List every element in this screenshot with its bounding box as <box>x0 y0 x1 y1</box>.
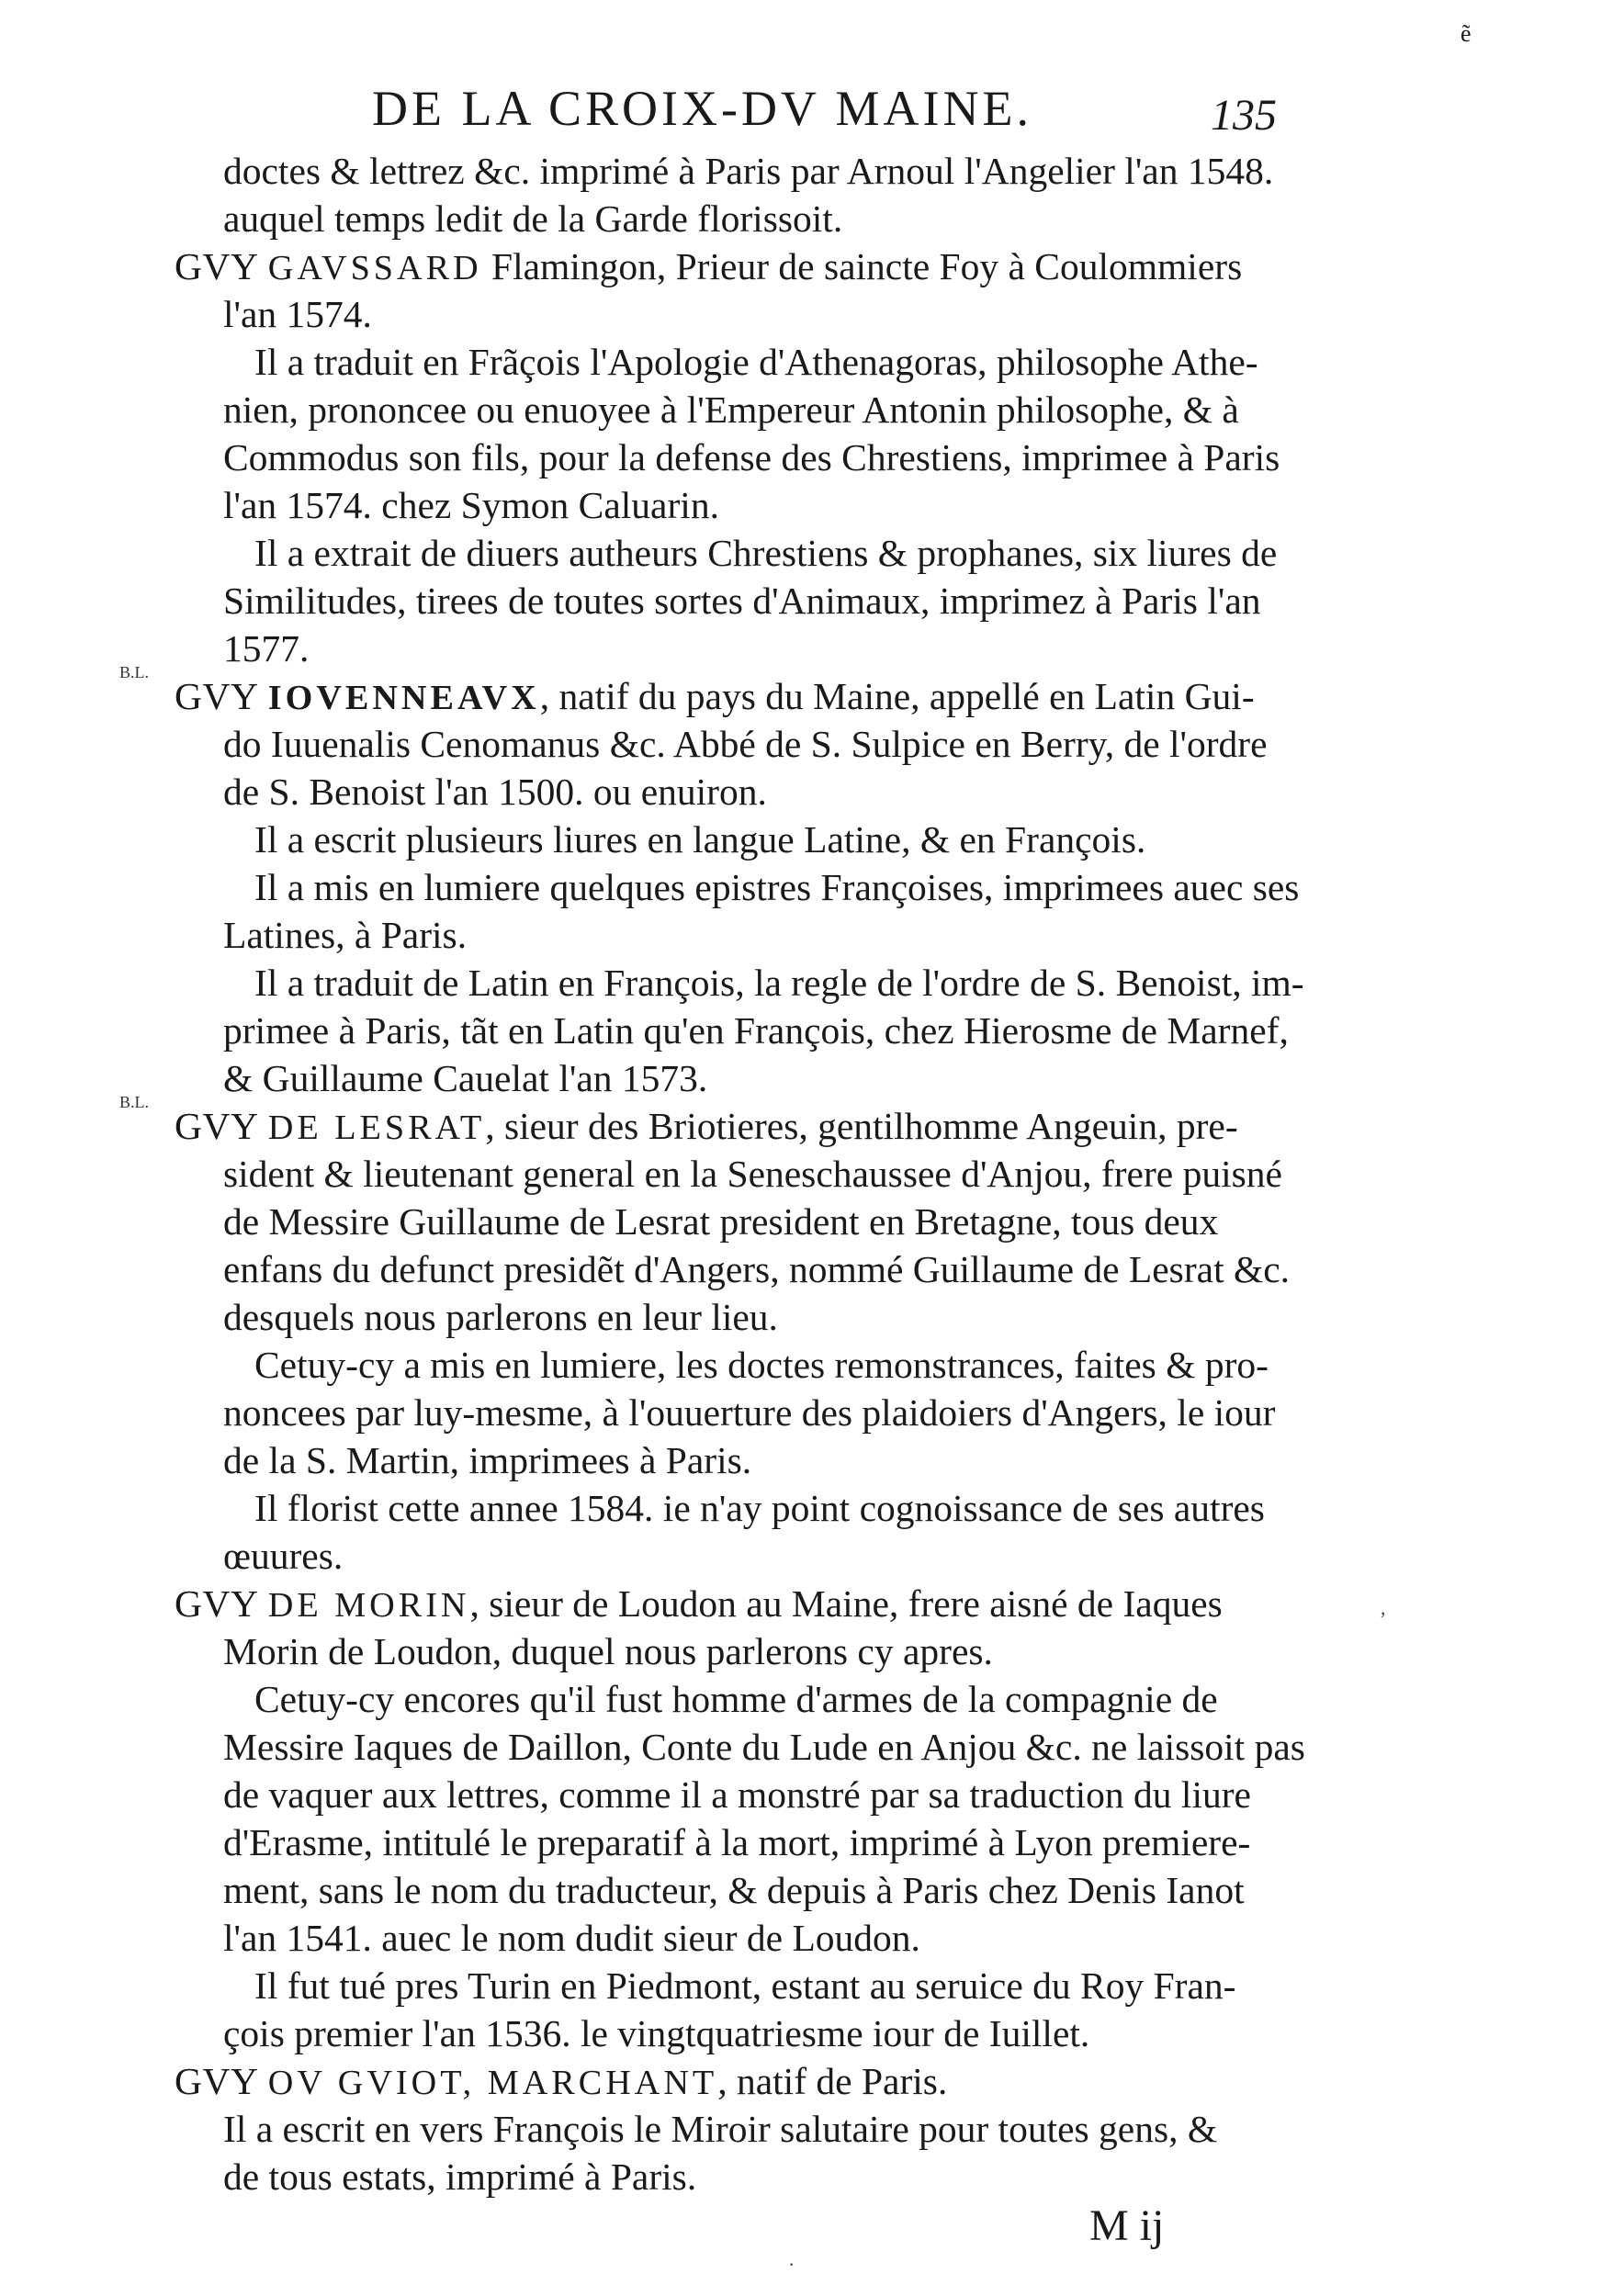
entry-head <box>175 1102 1238 1152</box>
entry-name-first: GVY <box>175 1105 259 1147</box>
text-line: Morin de Loudon, duquel nous parlerons cy apres. <box>223 1630 993 1672</box>
margin-mark: B.L. <box>119 663 150 681</box>
text-line: noncees par luy-mesme, à l'ouuerture des plaidoiers d'Angers, le iour <box>223 1391 1276 1434</box>
text-line: 1577. <box>223 627 310 670</box>
text-line: enfans du defunct presidẽt d'Angers, nommé Guillaume de Lesrat &c. <box>223 1248 1291 1290</box>
entry-head <box>175 672 1255 722</box>
entry-name-first: GVY <box>175 675 259 717</box>
entry-head <box>175 1580 1223 1629</box>
text-line: sident & lieutenant general en la Seneschaussee d'Anjou, frere puisné <box>223 1153 1282 1195</box>
text-line: Flamingon, Prieur de saincte Foy à Coulommiers <box>481 245 1243 287</box>
page-number: 135 <box>1211 91 1277 140</box>
print-speck: , <box>1381 1596 1386 1619</box>
text-line: de Messire Guillaume de Lesrat president en Bretagne, tous deux <box>223 1200 1219 1243</box>
corner-mark: ẽ <box>1460 20 1472 47</box>
entry-name-first: GVY <box>175 2060 259 2102</box>
text-line: Messire Iaques de Daillon, Conte du Lude en Anjou &c. ne laissoit pas <box>223 1726 1305 1768</box>
text-line: , sieur des Briotieres, gentilhomme Angeuin, pre- <box>485 1105 1238 1147</box>
text-line: , sieur de Loudon au Maine, frere aisné de Iaques <box>469 1582 1223 1625</box>
text-line: de la S. Martin, imprimees à Paris. <box>223 1439 752 1481</box>
text-line: Il a traduit en Frãçois l'Apologie d'Athenagoras, philosophe Athe- <box>254 341 1258 383</box>
entry-name-first: GVY <box>175 245 259 287</box>
entry-name: DE MORIN <box>267 1586 470 1625</box>
print-speck: · <box>788 2253 795 2276</box>
text-line: auquel temps ledit de la Garde florissoit. <box>223 197 843 240</box>
text-line: de tous estats, imprimé à Paris. <box>223 2155 697 2198</box>
text-line: Il a escrit plusieurs liures en langue Latine, & en François. <box>254 818 1146 861</box>
text-line: de vaquer aux lettres, comme il a monstré par sa traduction du liure <box>223 1773 1251 1816</box>
entry-head <box>175 242 1242 292</box>
entry-head <box>175 2057 947 2107</box>
text-line: l'an 1574. chez Symon Caluarin. <box>223 484 719 526</box>
text-line: çois premier l'an 1536. le vingtquatriesme iour de Iuillet. <box>223 2012 1090 2054</box>
text-line: œuures. <box>223 1535 344 1577</box>
text-line: doctes & lettrez &c. imprimé à Paris par Arnoul l'Angelier l'an 1548. <box>223 150 1274 192</box>
text-line: Il a escrit en vers François le Miroir salutaire pour toutes gens, & <box>223 2108 1218 2150</box>
text-line: , natif de Paris. <box>717 2060 948 2102</box>
entry-name: OV GVIOT, MARCHANT <box>267 2064 718 2102</box>
text-line: Similitudes, tirees de toutes sortes d'Animaux, imprimez à Paris l'an <box>223 580 1261 622</box>
text-line: Il a mis en lumiere quelques epistres Françoises, imprimees auec ses <box>254 866 1300 908</box>
text-line: Il fut tué pres Turin en Piedmont, estant au seruice du Roy Fran- <box>254 1964 1236 2007</box>
text-line: , natif du pays du Maine, appellé en Latin Gui- <box>539 675 1255 717</box>
text-line: Cetuy-cy encores qu'il fust homme d'armes de la compagnie de <box>254 1678 1218 1720</box>
entry-name: DE LESRAT <box>267 1109 486 1147</box>
entry-name: IOVENNEAVX <box>267 679 540 717</box>
text-line: Il florist cette annee 1584. ie n'ay point cognoissance de ses autres <box>254 1487 1265 1529</box>
text-line: Il a traduit de Latin en François, la regle de l'ordre de S. Benoist, im- <box>254 962 1304 1004</box>
text-line: de S. Benoist l'an 1500. ou enuiron. <box>223 771 767 813</box>
signature-mark: M ij <box>1089 2201 1165 2250</box>
margin-mark: B.L. <box>119 1093 150 1111</box>
text-line: primee à Paris, tãt en Latin qu'en François, chez Hierosme de Marnef, <box>223 1009 1289 1052</box>
text-line: l'an 1574. <box>223 293 372 335</box>
text-line: & Guillaume Cauelat l'an 1573. <box>223 1057 708 1099</box>
text-line: nien, prononcee ou enuoyee à l'Empereur Antonin philosophe, & à <box>223 388 1239 431</box>
text-line: Latines, à Paris. <box>223 914 468 956</box>
text-line: l'an 1541. auec le nom dudit sieur de Loudon. <box>223 1917 920 1959</box>
text-line: Commodus son fils, pour la defense des Chrestiens, imprimee à Paris <box>223 436 1280 478</box>
text-line: d'Erasme, intitulé le preparatif à la mort, imprimé à Lyon premiere- <box>223 1821 1251 1863</box>
text-line: do Iuuenalis Cenomanus &c. Abbé de S. Sulpice en Berry, de l'ordre <box>223 723 1268 765</box>
entry-name: GAVSSARD <box>267 249 482 287</box>
text-line: Cetuy-cy a mis en lumiere, les doctes remonstrances, faites & pro- <box>254 1344 1269 1386</box>
text-line: ment, sans le nom du traducteur, & depuis à Paris chez Denis Ianot <box>223 1869 1245 1911</box>
entry-name-first: GVY <box>175 1582 259 1625</box>
running-head: DE LA CROIX-DV MAINE. <box>372 81 1032 136</box>
text-line: desquels nous parlerons en leur lieu. <box>223 1296 778 1338</box>
text-line: Il a extrait de diuers autheurs Chrestiens & prophanes, six liures de <box>254 532 1278 574</box>
